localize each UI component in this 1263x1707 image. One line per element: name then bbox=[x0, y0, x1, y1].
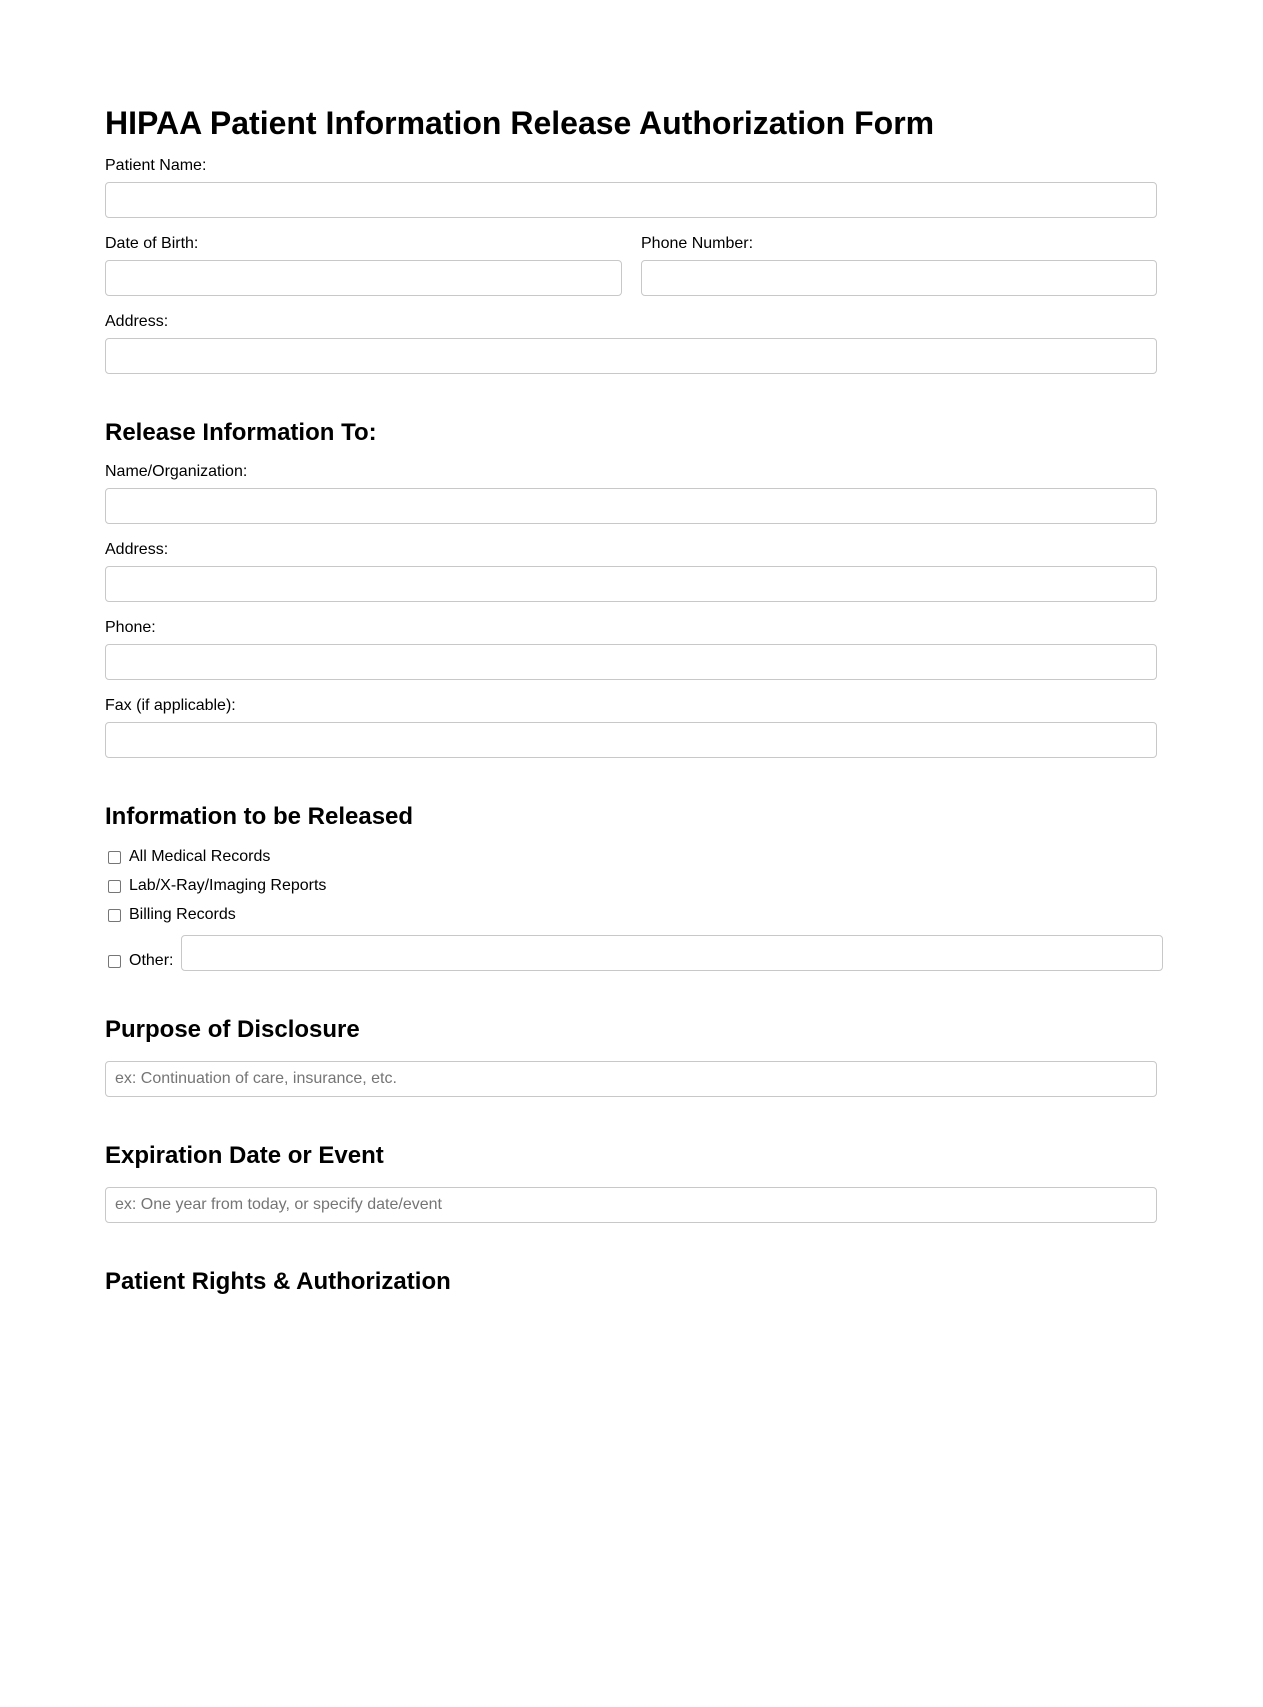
purpose-heading: Purpose of Disclosure bbox=[105, 1016, 360, 1043]
date-of-birth-label: Date of Birth: bbox=[105, 235, 199, 252]
expiration-heading: Expiration Date or Event bbox=[105, 1142, 384, 1169]
option-label: Other: bbox=[129, 952, 174, 969]
expiration-input[interactable] bbox=[105, 1187, 1157, 1223]
other-input[interactable] bbox=[181, 935, 1163, 971]
other-checkbox[interactable] bbox=[108, 955, 121, 968]
recipient-fax-label: Fax (if applicable): bbox=[105, 697, 236, 714]
recipient-address-label: Address: bbox=[105, 541, 169, 558]
recipient-phone-input[interactable] bbox=[105, 644, 1157, 680]
option-label: All Medical Records bbox=[129, 848, 271, 865]
information-released-heading: Information to be Released bbox=[105, 803, 414, 830]
patient-name-input[interactable] bbox=[105, 182, 1157, 218]
option-billing-records[interactable] bbox=[108, 905, 236, 925]
option-label: Billing Records bbox=[129, 906, 236, 923]
option-label: Lab/X-Ray/Imaging Reports bbox=[129, 877, 327, 894]
all-medical-records-checkbox[interactable] bbox=[108, 851, 121, 864]
recipient-name-input[interactable] bbox=[105, 488, 1157, 524]
lab-imaging-reports-checkbox[interactable] bbox=[108, 880, 121, 893]
recipient-phone-label: Phone: bbox=[105, 619, 156, 636]
recipient-address-input[interactable] bbox=[105, 566, 1157, 602]
recipient-fax-input[interactable] bbox=[105, 722, 1157, 758]
option-all-medical-records[interactable] bbox=[108, 847, 270, 867]
phone-number-label: Phone Number: bbox=[641, 235, 754, 252]
option-other[interactable] bbox=[108, 951, 173, 971]
billing-records-checkbox[interactable] bbox=[108, 909, 121, 922]
page-title: HIPAA Patient Information Release Authorization Form bbox=[105, 105, 935, 141]
patient-name-label: Patient Name: bbox=[105, 157, 207, 174]
date-of-birth-input[interactable] bbox=[105, 260, 622, 296]
release-to-heading: Release Information To: bbox=[105, 419, 377, 446]
patient-rights-heading: Patient Rights & Authorization bbox=[105, 1268, 451, 1295]
option-lab-imaging-reports[interactable] bbox=[108, 876, 326, 896]
patient-address-input[interactable] bbox=[105, 338, 1157, 374]
purpose-input[interactable] bbox=[105, 1061, 1157, 1097]
patient-address-label: Address: bbox=[105, 313, 169, 330]
recipient-name-label: Name/Organization: bbox=[105, 463, 248, 480]
phone-number-input[interactable] bbox=[641, 260, 1157, 296]
